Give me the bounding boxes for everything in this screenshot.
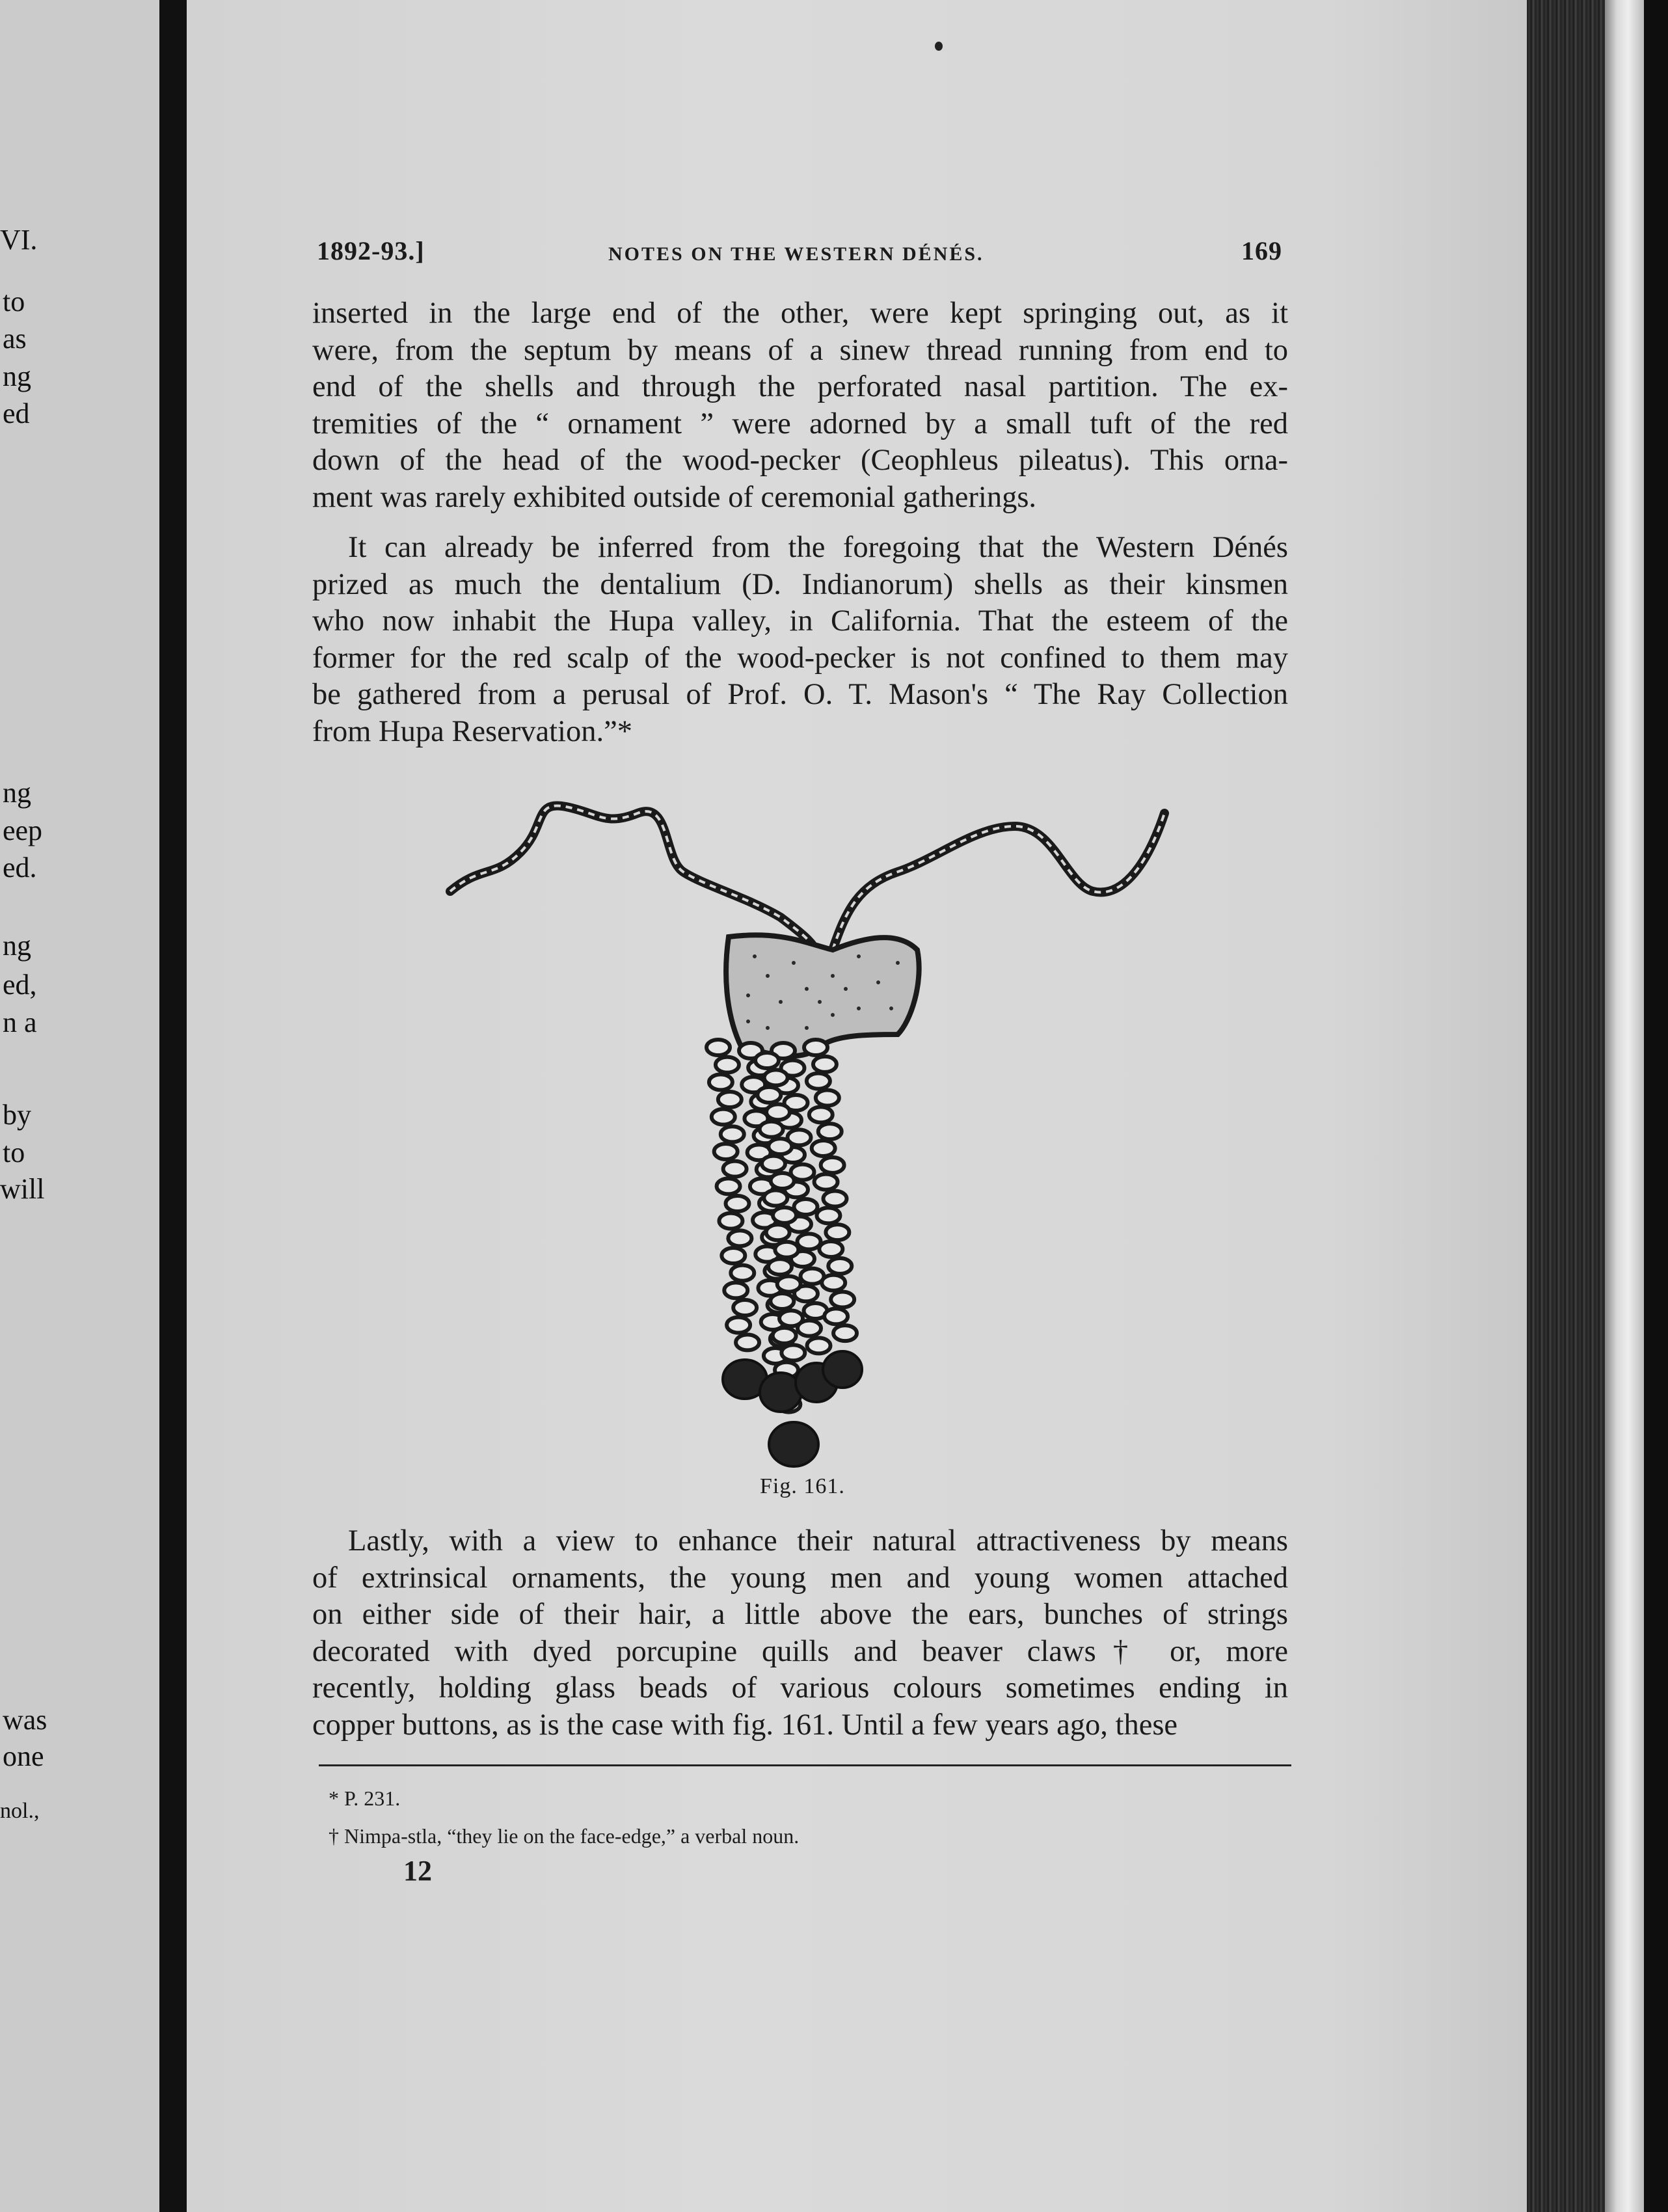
left-page-fragment: VI.: [0, 224, 38, 256]
left-page-fragment: eep: [3, 815, 43, 846]
text-line: recently, holding glass beads of various colours sometimes ending in: [312, 1671, 1288, 1705]
text-line: decorated with dyed porcupine quills and beaver claws† or, more: [312, 1634, 1288, 1668]
glass-bead: [814, 1174, 838, 1190]
figure-caption: Fig. 161.: [760, 1474, 845, 1498]
left-page-fragment: n a: [3, 1006, 37, 1038]
glass-bead: [706, 1040, 730, 1055]
signature-mark: 12: [403, 1855, 432, 1887]
footnote-2: † Nimpa-stla, “they lie on the face-edge,” a verbal noun.: [329, 1824, 800, 1848]
left-page-fragment: was: [3, 1704, 47, 1736]
figure-161-ornament: [442, 787, 1184, 1477]
book-gutter: [159, 0, 187, 2212]
glass-bead: [812, 1140, 835, 1156]
glass-bead: [828, 1258, 852, 1274]
left-page-fragment: ed: [3, 398, 30, 429]
glass-bead: [760, 1122, 783, 1137]
glass-bead: [824, 1191, 847, 1207]
text-line: Lastly, with a view to enhance their natural attractiveness by means: [348, 1524, 1288, 1558]
glass-bead: [736, 1334, 759, 1350]
glass-bead: [718, 1092, 742, 1107]
left-page-fragment: to: [3, 286, 25, 317]
paragraph-1: [312, 295, 1288, 516]
left-page-fragment: will: [0, 1173, 45, 1205]
text-line: down of the head of the wood-pecker (Ceophleus pileatus). This orna-: [312, 444, 1288, 477]
glass-bead: [821, 1157, 844, 1173]
glass-bead: [728, 1230, 751, 1246]
left-page-fragment: as: [3, 323, 27, 355]
glass-bead: [727, 1317, 750, 1333]
left-page-fragment: to: [3, 1137, 25, 1168]
text-line: were, from the septum by means of a sinew thread running from end to: [312, 333, 1288, 367]
glass-bead: [755, 1053, 779, 1068]
glass-bead: [816, 1090, 839, 1106]
page-stack-light: [1605, 0, 1644, 2212]
left-page-fragment: one: [3, 1740, 44, 1772]
left-page-fragment: ed.: [3, 852, 37, 883]
header-years: 1892-93.]: [317, 236, 425, 265]
glass-bead: [775, 1242, 798, 1258]
glass-bead: [773, 1207, 796, 1223]
glass-bead: [818, 1124, 842, 1139]
glass-bead: [721, 1248, 745, 1263]
glass-bead: [833, 1325, 857, 1341]
text-line: ment was rarely exhibited outside of ceremonial gatherings.: [312, 480, 1037, 514]
glass-bead: [766, 1104, 790, 1120]
glass-bead: [768, 1139, 792, 1154]
text-line: from Hupa Reservation.”*: [312, 714, 632, 748]
text-line: prized as much the dentalium (D. Indianorum) shells as their kinsmen: [312, 567, 1288, 601]
glass-bead: [719, 1213, 742, 1229]
glass-bead: [831, 1292, 854, 1308]
text-line: It can already be inferred from the foregoing that the Western Dénés: [348, 531, 1288, 564]
glass-bead: [733, 1300, 757, 1315]
glass-bead: [807, 1073, 830, 1089]
text-line: be gathered from a perusal of Prof. O. T. Mason's “ The Ray Collection: [312, 678, 1288, 711]
left-page-fragment: nol.,: [0, 1799, 40, 1823]
left-page-fragment: ng: [3, 777, 31, 809]
glass-bead: [773, 1328, 796, 1343]
footnote-1: * P. 231.: [329, 1787, 401, 1810]
glass-bead: [822, 1275, 845, 1291]
glass-bead: [766, 1224, 790, 1240]
text-line: copper buttons, as is the case with fig. 161. Until a few years ago, these: [312, 1708, 1178, 1742]
text-line: end of the shells and through the perforated nasal partition. The ex-: [312, 370, 1288, 403]
text-line: tremities of the “ ornament ” were adorned by a small tuft of the red: [312, 407, 1288, 440]
glass-bead: [717, 1178, 740, 1194]
text-line: on either side of their hair, a little above the ears, bunches of strings: [312, 1598, 1288, 1631]
glass-bead: [721, 1126, 744, 1142]
text-line: who now inhabit the Hupa valley, in California. That the esteem of the: [312, 604, 1288, 638]
glass-bead: [826, 1224, 849, 1240]
glass-bead: [819, 1241, 842, 1257]
glass-bead: [813, 1057, 837, 1072]
glass-bead: [804, 1040, 827, 1055]
text-line: of extrinsical ornaments, the young men and young women attached: [312, 1561, 1288, 1595]
glass-bead: [779, 1310, 803, 1326]
glass-bead: [771, 1173, 794, 1189]
page-edge-dark: [1644, 0, 1668, 2212]
footnote-rule: [319, 1764, 1291, 1766]
glass-bead: [731, 1265, 754, 1281]
glass-bead: [809, 1107, 833, 1122]
page-stack-edge: [1527, 0, 1605, 2212]
text-line: inserted in the large end of the other, were kept springing out, as it: [312, 297, 1288, 330]
text-line: former for the red scalp of the wood-pecker is not confined to them may: [312, 641, 1288, 675]
left-page-fragment: ng: [3, 360, 31, 392]
glass-bead: [726, 1196, 749, 1211]
glass-bead: [781, 1345, 805, 1360]
glass-bead: [777, 1276, 801, 1292]
paragraph-2: [312, 530, 1288, 750]
glass-bead: [807, 1338, 831, 1353]
glass-bead: [723, 1161, 747, 1177]
glass-bead: [762, 1156, 785, 1172]
ornament-illustration: [442, 787, 1184, 1477]
glass-bead: [716, 1057, 739, 1073]
paragraph-3: [312, 1523, 1288, 1744]
glass-bead: [824, 1308, 848, 1324]
left-page-fragment: by: [3, 1099, 31, 1131]
glass-bead: [816, 1207, 840, 1223]
left-page-fragment: ed,: [3, 969, 37, 1001]
glass-bead: [764, 1070, 788, 1085]
glass-bead: [757, 1087, 781, 1103]
glass-bead: [770, 1293, 794, 1309]
glass-bead: [768, 1259, 792, 1275]
page-number: 169: [1241, 236, 1282, 265]
glass-bead: [709, 1074, 733, 1090]
left-page-fragment: ng: [3, 930, 31, 962]
ink-dot: [935, 42, 943, 51]
glass-bead: [714, 1144, 738, 1159]
glass-bead: [724, 1282, 747, 1298]
glass-bead: [712, 1109, 735, 1125]
glass-bead: [798, 1234, 821, 1249]
running-title: NOTES ON THE WESTERN DÉNÉS.: [608, 243, 984, 265]
glass-bead: [764, 1190, 787, 1206]
